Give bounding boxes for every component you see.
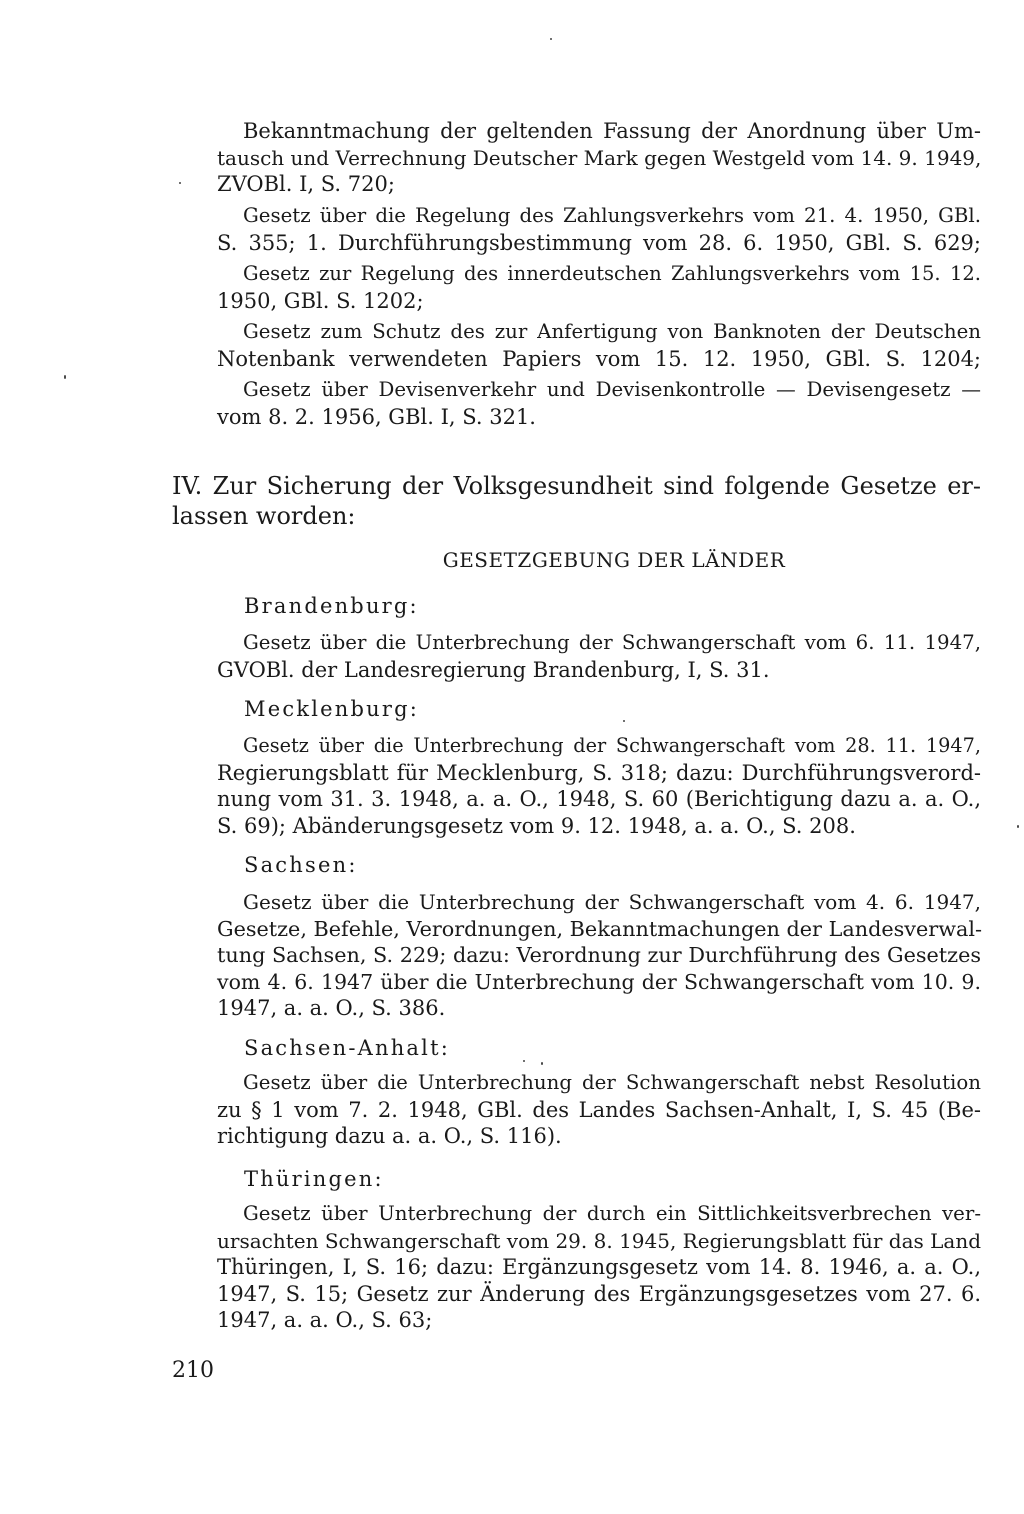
entry-line: Gesetz zur Regelung des innerdeutschen Zahlungsverkehrs vom 15. 12. bbox=[243, 262, 981, 285]
entry-line: 1950, GBl. S. 1202; bbox=[217, 288, 424, 313]
section-title: GESETZGEBUNG DER LÄNDER bbox=[442, 548, 786, 572]
entry-line: Thüringen, I, S. 16; dazu: Ergänzungsgesetz vom 14. 8. 1946, a. a. O., bbox=[217, 1255, 981, 1279]
scan-speck bbox=[550, 38, 552, 40]
law-entry-thueringen bbox=[217, 1201, 981, 1334]
law-entry-sachsen bbox=[217, 889, 981, 1022]
scan-speck bbox=[623, 720, 625, 722]
state-label-sachsen: Sachsen: bbox=[244, 853, 358, 877]
entry-line: ursachten Schwangerschaft vom 29. 8. 1945, Regierungsblatt für das Land bbox=[217, 1228, 981, 1253]
entry-line: richtigung dazu a. a. O., S. 116). bbox=[217, 1124, 562, 1148]
entry-line: Regierungsblatt für Mecklenburg, S. 318; dazu: Durchführungsverord- bbox=[217, 760, 981, 785]
law-entry-banknote-paper bbox=[217, 319, 981, 372]
section-iv-line: IV. Zur Sicherung der Volksgesundheit sind folgende Gesetze er- bbox=[172, 472, 981, 500]
entry-line: vom 8. 2. 1956, GBl. I, S. 321. bbox=[217, 404, 536, 429]
entry-line: Gesetz über die Unterbrechung der Schwangerschaft vom 4. 6. 1947, bbox=[243, 890, 981, 914]
scan-speck bbox=[541, 1062, 543, 1065]
scan-speck bbox=[1017, 825, 1019, 828]
law-entry-inner-german-payments bbox=[217, 261, 981, 314]
entry-line: Gesetz über die Unterbrechung der Schwangerschaft nebst Resolution bbox=[243, 1071, 981, 1094]
entry-line: Gesetz zum Schutz des zur Anfertigung von Banknoten der Deutschen bbox=[243, 320, 981, 343]
entry-line: Gesetz über die Regelung des Zahlungsverkehrs vom 21. 4. 1950, GBl. bbox=[243, 204, 981, 227]
entry-line: Gesetz über Unterbrechung der durch ein Sittlichkeitsverbrechen ver- bbox=[243, 1202, 981, 1225]
state-label-sachsen-anhalt: Sachsen-Anhalt: bbox=[244, 1036, 450, 1060]
section-iv-intro bbox=[172, 471, 981, 531]
state-label-mecklenburg: Mecklenburg: bbox=[244, 697, 420, 721]
entry-line: Notenbank verwendeten Papiers vom 15. 12. 1950, GBl. S. 1204; bbox=[217, 346, 981, 371]
entry-line: tausch und Verrechnung Deutscher Mark gegen Westgeld vom 14. 9. 1949, bbox=[217, 145, 982, 170]
entry-line: GVOBl. der Landesregierung Brandenburg, I, S. 31. bbox=[217, 657, 770, 682]
entry-line: nung vom 31. 3. 1948, a. a. O., 1948, S. 60 (Berichtigung dazu a. a. O., bbox=[217, 787, 981, 811]
law-entry-mecklenburg bbox=[217, 733, 981, 839]
entry-line: ZVOBl. I, S. 720; bbox=[217, 172, 395, 196]
entry-line: Bekanntmachung der geltenden Fassung der Anordnung über Um- bbox=[243, 119, 981, 143]
entry-line: S. 355; 1. Durchführungsbestimmung vom 28. 6. 1950, GBl. S. 629; bbox=[217, 230, 981, 255]
law-entry-payment-regulation bbox=[217, 203, 981, 256]
page-number: 210 bbox=[172, 1358, 214, 1383]
law-entry-exchange bbox=[217, 118, 981, 198]
scan-speck bbox=[179, 182, 181, 184]
entry-line: 1947, a. a. O., S. 63; bbox=[217, 1308, 433, 1332]
law-entry-sachsen-anhalt bbox=[217, 1070, 981, 1150]
entry-line: Gesetz über die Unterbrechung der Schwangerschaft vom 6. 11. 1947, bbox=[243, 631, 981, 654]
entry-line: Gesetze, Befehle, Verordnungen, Bekanntmachungen der Landesverwal- bbox=[217, 916, 982, 941]
entry-line: vom 4. 6. 1947 über die Unterbrechung der Schwangerschaft vom 10. 9. bbox=[217, 969, 981, 994]
scan-speck bbox=[64, 375, 66, 379]
law-entry-foreign-exchange bbox=[217, 377, 981, 430]
state-label-brandenburg: Brandenburg: bbox=[244, 594, 419, 618]
entry-line: S. 69); Abänderungsgesetz vom 9. 12. 1948, a. a. O., S. 208. bbox=[217, 813, 856, 838]
state-label-thueringen: Thüringen: bbox=[244, 1167, 384, 1191]
entry-line: 1947, a. a. O., S. 386. bbox=[217, 996, 446, 1020]
entry-line: Gesetz über Devisenverkehr und Devisenkontrolle — Devisengesetz — bbox=[243, 378, 981, 401]
entry-line: 1947, S. 15; Gesetz zur Änderung des Ergänzungsgesetzes vom 27. 6. bbox=[217, 1281, 981, 1306]
entry-line: Gesetz über die Unterbrechung der Schwangerschaft vom 28. 11. 1947, bbox=[243, 734, 981, 757]
entry-line: zu § 1 vom 7. 2. 1948, GBl. des Landes Sachsen-Anhalt, I, S. 45 (Be- bbox=[217, 1097, 981, 1122]
entry-line: tung Sachsen, S. 229; dazu: Verordnung zur Durchführung des Gesetzes bbox=[217, 943, 981, 967]
law-entry-brandenburg bbox=[217, 630, 981, 683]
section-iv-line: lassen worden: bbox=[172, 502, 356, 530]
scan-speck bbox=[523, 1060, 525, 1062]
